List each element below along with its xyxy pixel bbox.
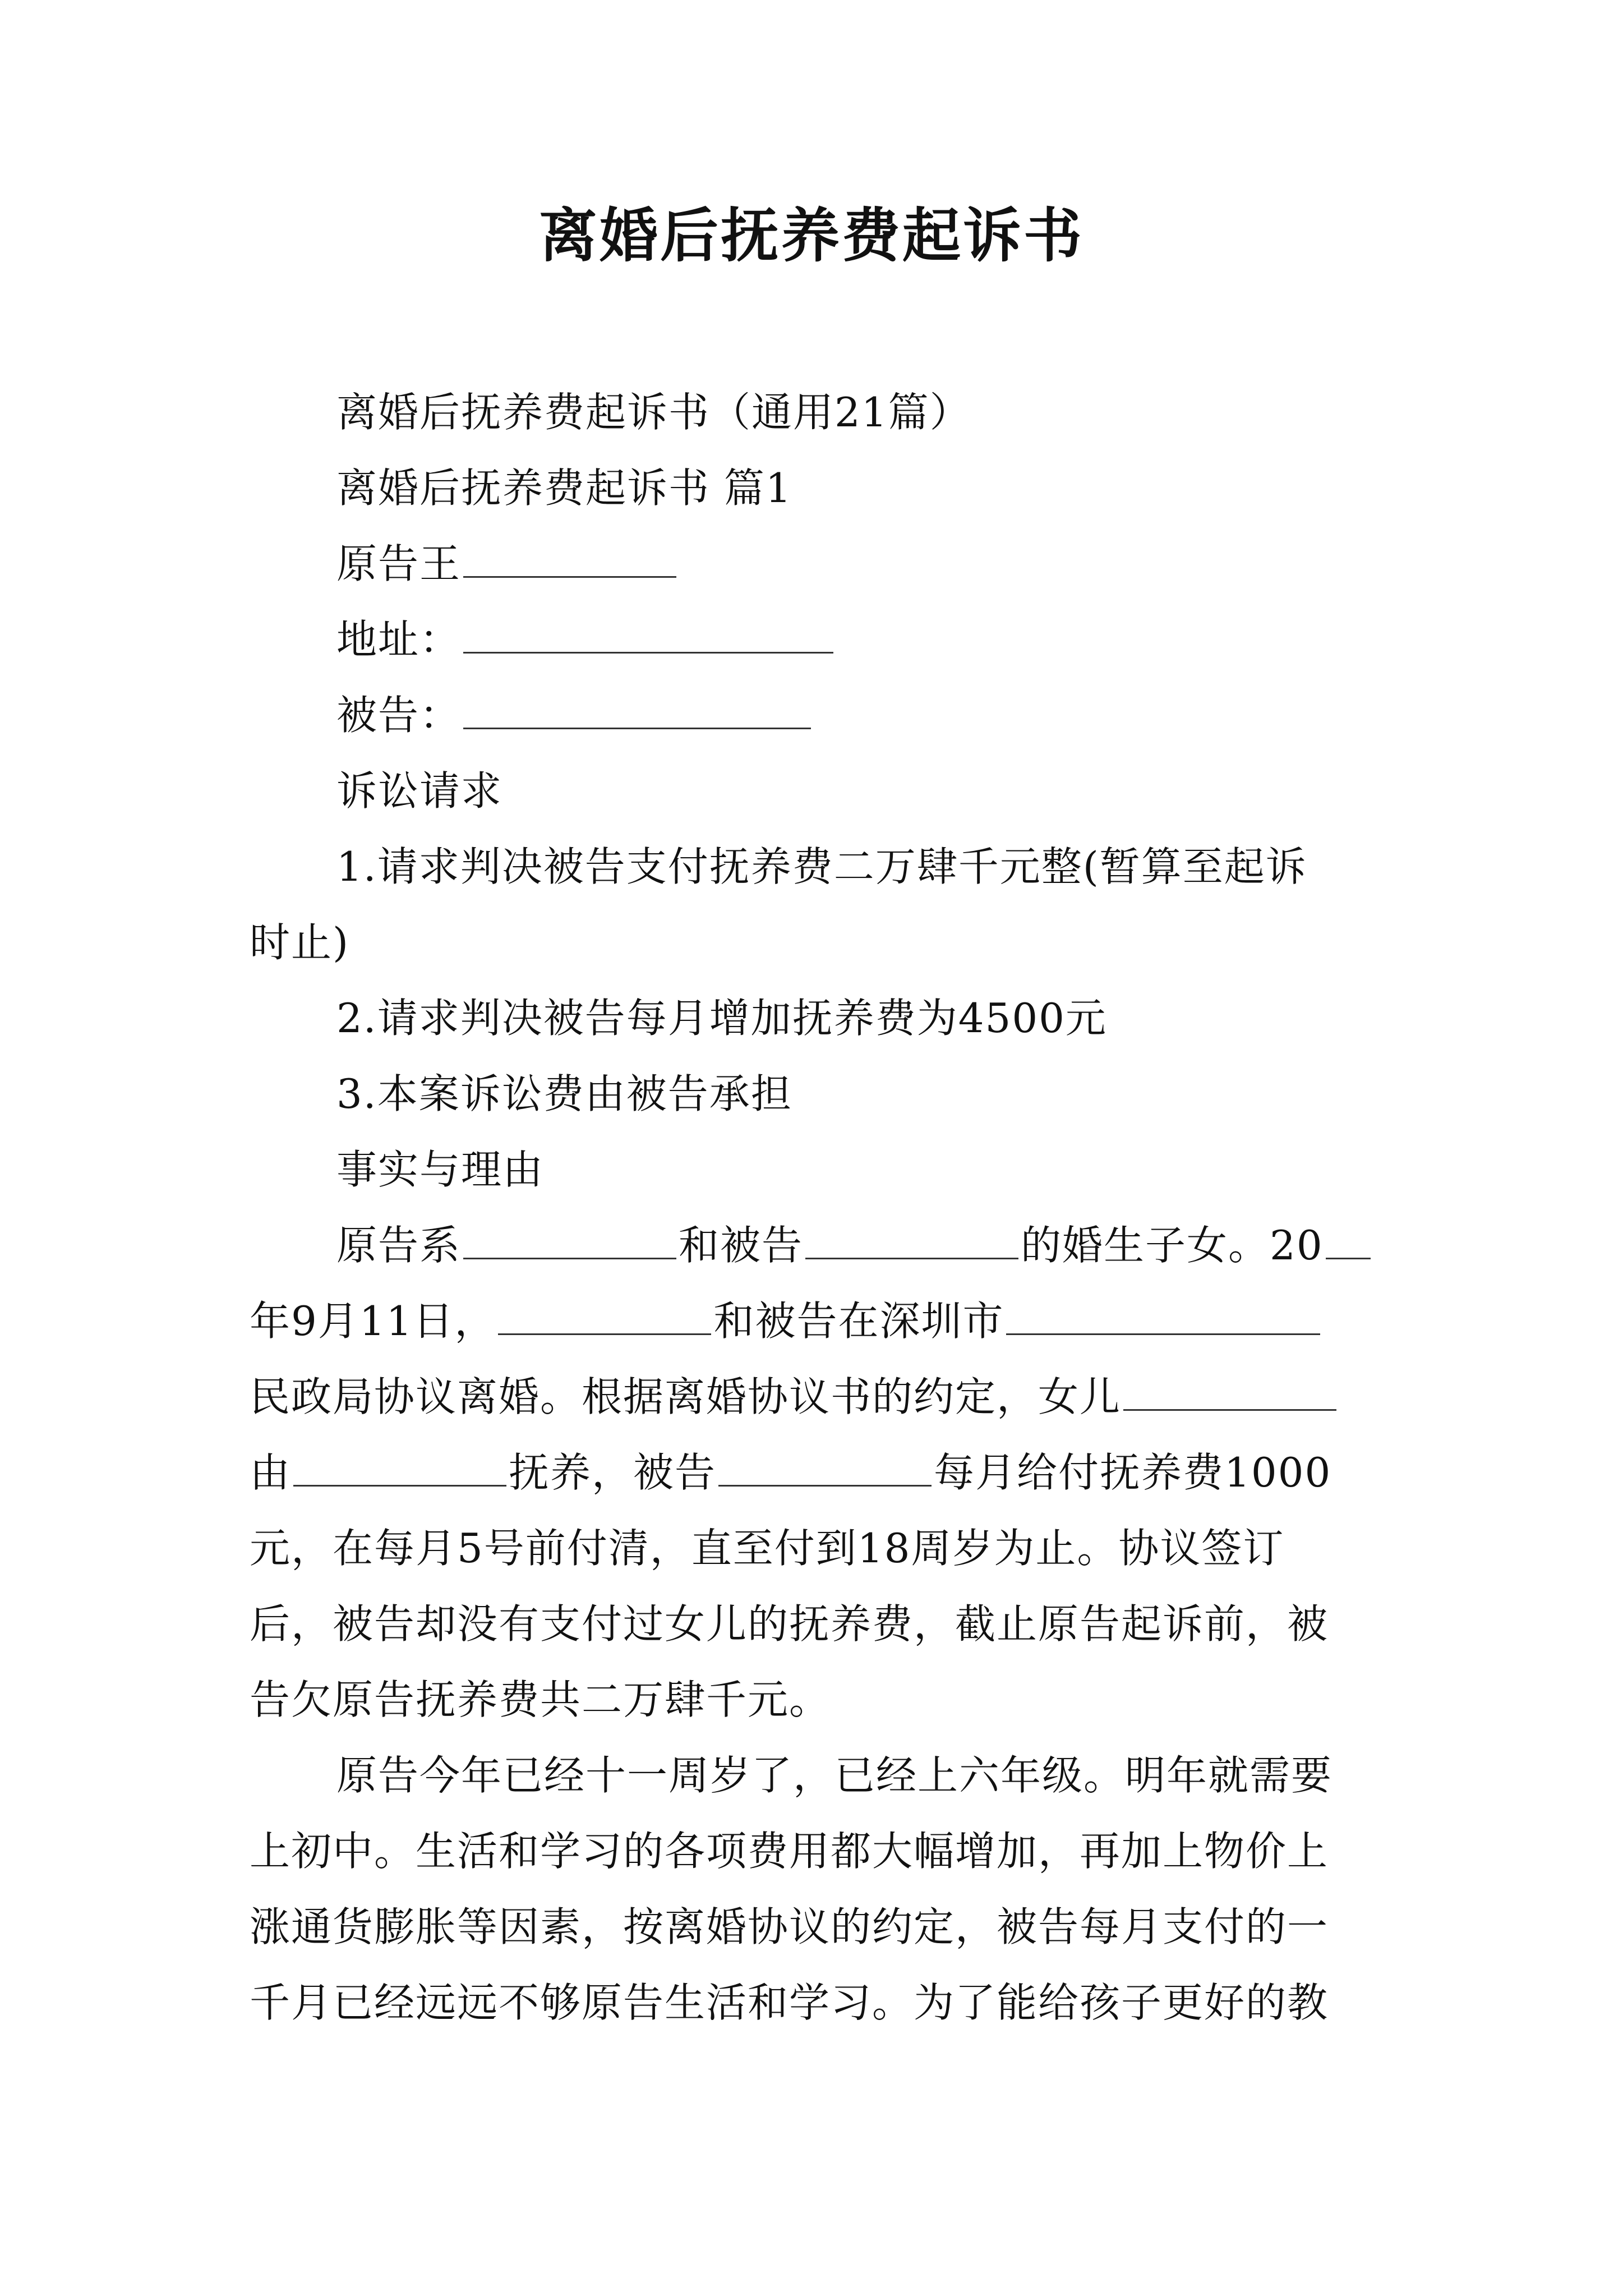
claim-1-line-1: 1.请求判决被告支付抚养费二万肆千元整(暂算至起诉: [336, 843, 1307, 890]
facts-line-2: [250, 1293, 1388, 1349]
facts-text: 和被告: [679, 1222, 804, 1269]
facts-text: 由: [250, 1449, 292, 1496]
name-blank: [293, 1446, 506, 1487]
facts-text: 原告系: [336, 1222, 462, 1269]
section-heading: 离婚后抚养费起诉书 篇1: [336, 464, 792, 512]
name-blank: [1123, 1370, 1336, 1411]
facts-text: 的婚生子女。20: [1021, 1222, 1324, 1269]
facts-line-1: [336, 1217, 1475, 1273]
district-blank: [1006, 1294, 1320, 1335]
address-blank: [463, 613, 833, 654]
facts-text: 和被告在深圳市: [713, 1297, 1004, 1345]
plaintiff-label: 原告王: [336, 540, 462, 587]
document-title: 离婚后抚养费起诉书: [538, 201, 1084, 270]
facts-p2-line-4: 千月已经远远不够原告生活和学习。为了能给孩子更好的教: [250, 1979, 1329, 2026]
facts-text: 民政局协议离婚。根据离婚协议书的约定，女儿: [250, 1373, 1122, 1420]
facts-line-4: [250, 1444, 1388, 1501]
plaintiff-field: [336, 536, 1475, 592]
name-blank: [718, 1446, 932, 1487]
facts-p2-line-3: 涨通货膨胀等因素，按离婚协议的约定，被告每月支付的一: [250, 1903, 1329, 1950]
claim-3: 3.本案诉讼费由被告承担: [336, 1070, 792, 1117]
facts-line-5: 元，在每月5号前付清，直至付到18周岁为止。协议签订: [250, 1525, 1285, 1572]
name-blank: [463, 1218, 676, 1259]
plaintiff-blank: [463, 537, 676, 578]
facts-line-7: 告欠原告抚养费共二万肆千元。: [250, 1676, 831, 1723]
defendant-label: 被告：: [336, 692, 462, 739]
name-blank: [805, 1218, 1018, 1259]
subtitle: 离婚后抚养费起诉书（通用21篇）: [336, 389, 971, 436]
claim-1-line-2: 时止): [250, 919, 350, 966]
defendant-blank: [463, 688, 811, 729]
year-blank: [1326, 1218, 1371, 1259]
facts-text: 抚养，被告: [509, 1449, 717, 1496]
facts-line-3: [250, 1369, 1388, 1425]
claim-2: 2.请求判决被告每月增加抚养费为4500元: [336, 995, 1107, 1042]
facts-text: 年9月11日，: [250, 1297, 496, 1345]
address-label: 地址：: [336, 616, 462, 663]
facts-p2-line-2: 上初中。生活和学习的各项费用都大幅增加，再加上物价上: [250, 1828, 1329, 1875]
facts-p2-line-1: 原告今年已经十一周岁了，已经上六年级。明年就需要: [336, 1752, 1333, 1799]
name-blank: [498, 1294, 711, 1335]
address-field: [336, 611, 1475, 668]
facts-text: 每月给付抚养费1000: [934, 1449, 1332, 1496]
claims-heading: 诉讼请求: [336, 767, 503, 815]
facts-line-6: 后，被告却没有支付过女儿的抚养费，截止原告起诉前，被: [250, 1600, 1329, 1648]
facts-heading: 事实与理由: [336, 1146, 545, 1193]
defendant-field: [336, 687, 1475, 743]
